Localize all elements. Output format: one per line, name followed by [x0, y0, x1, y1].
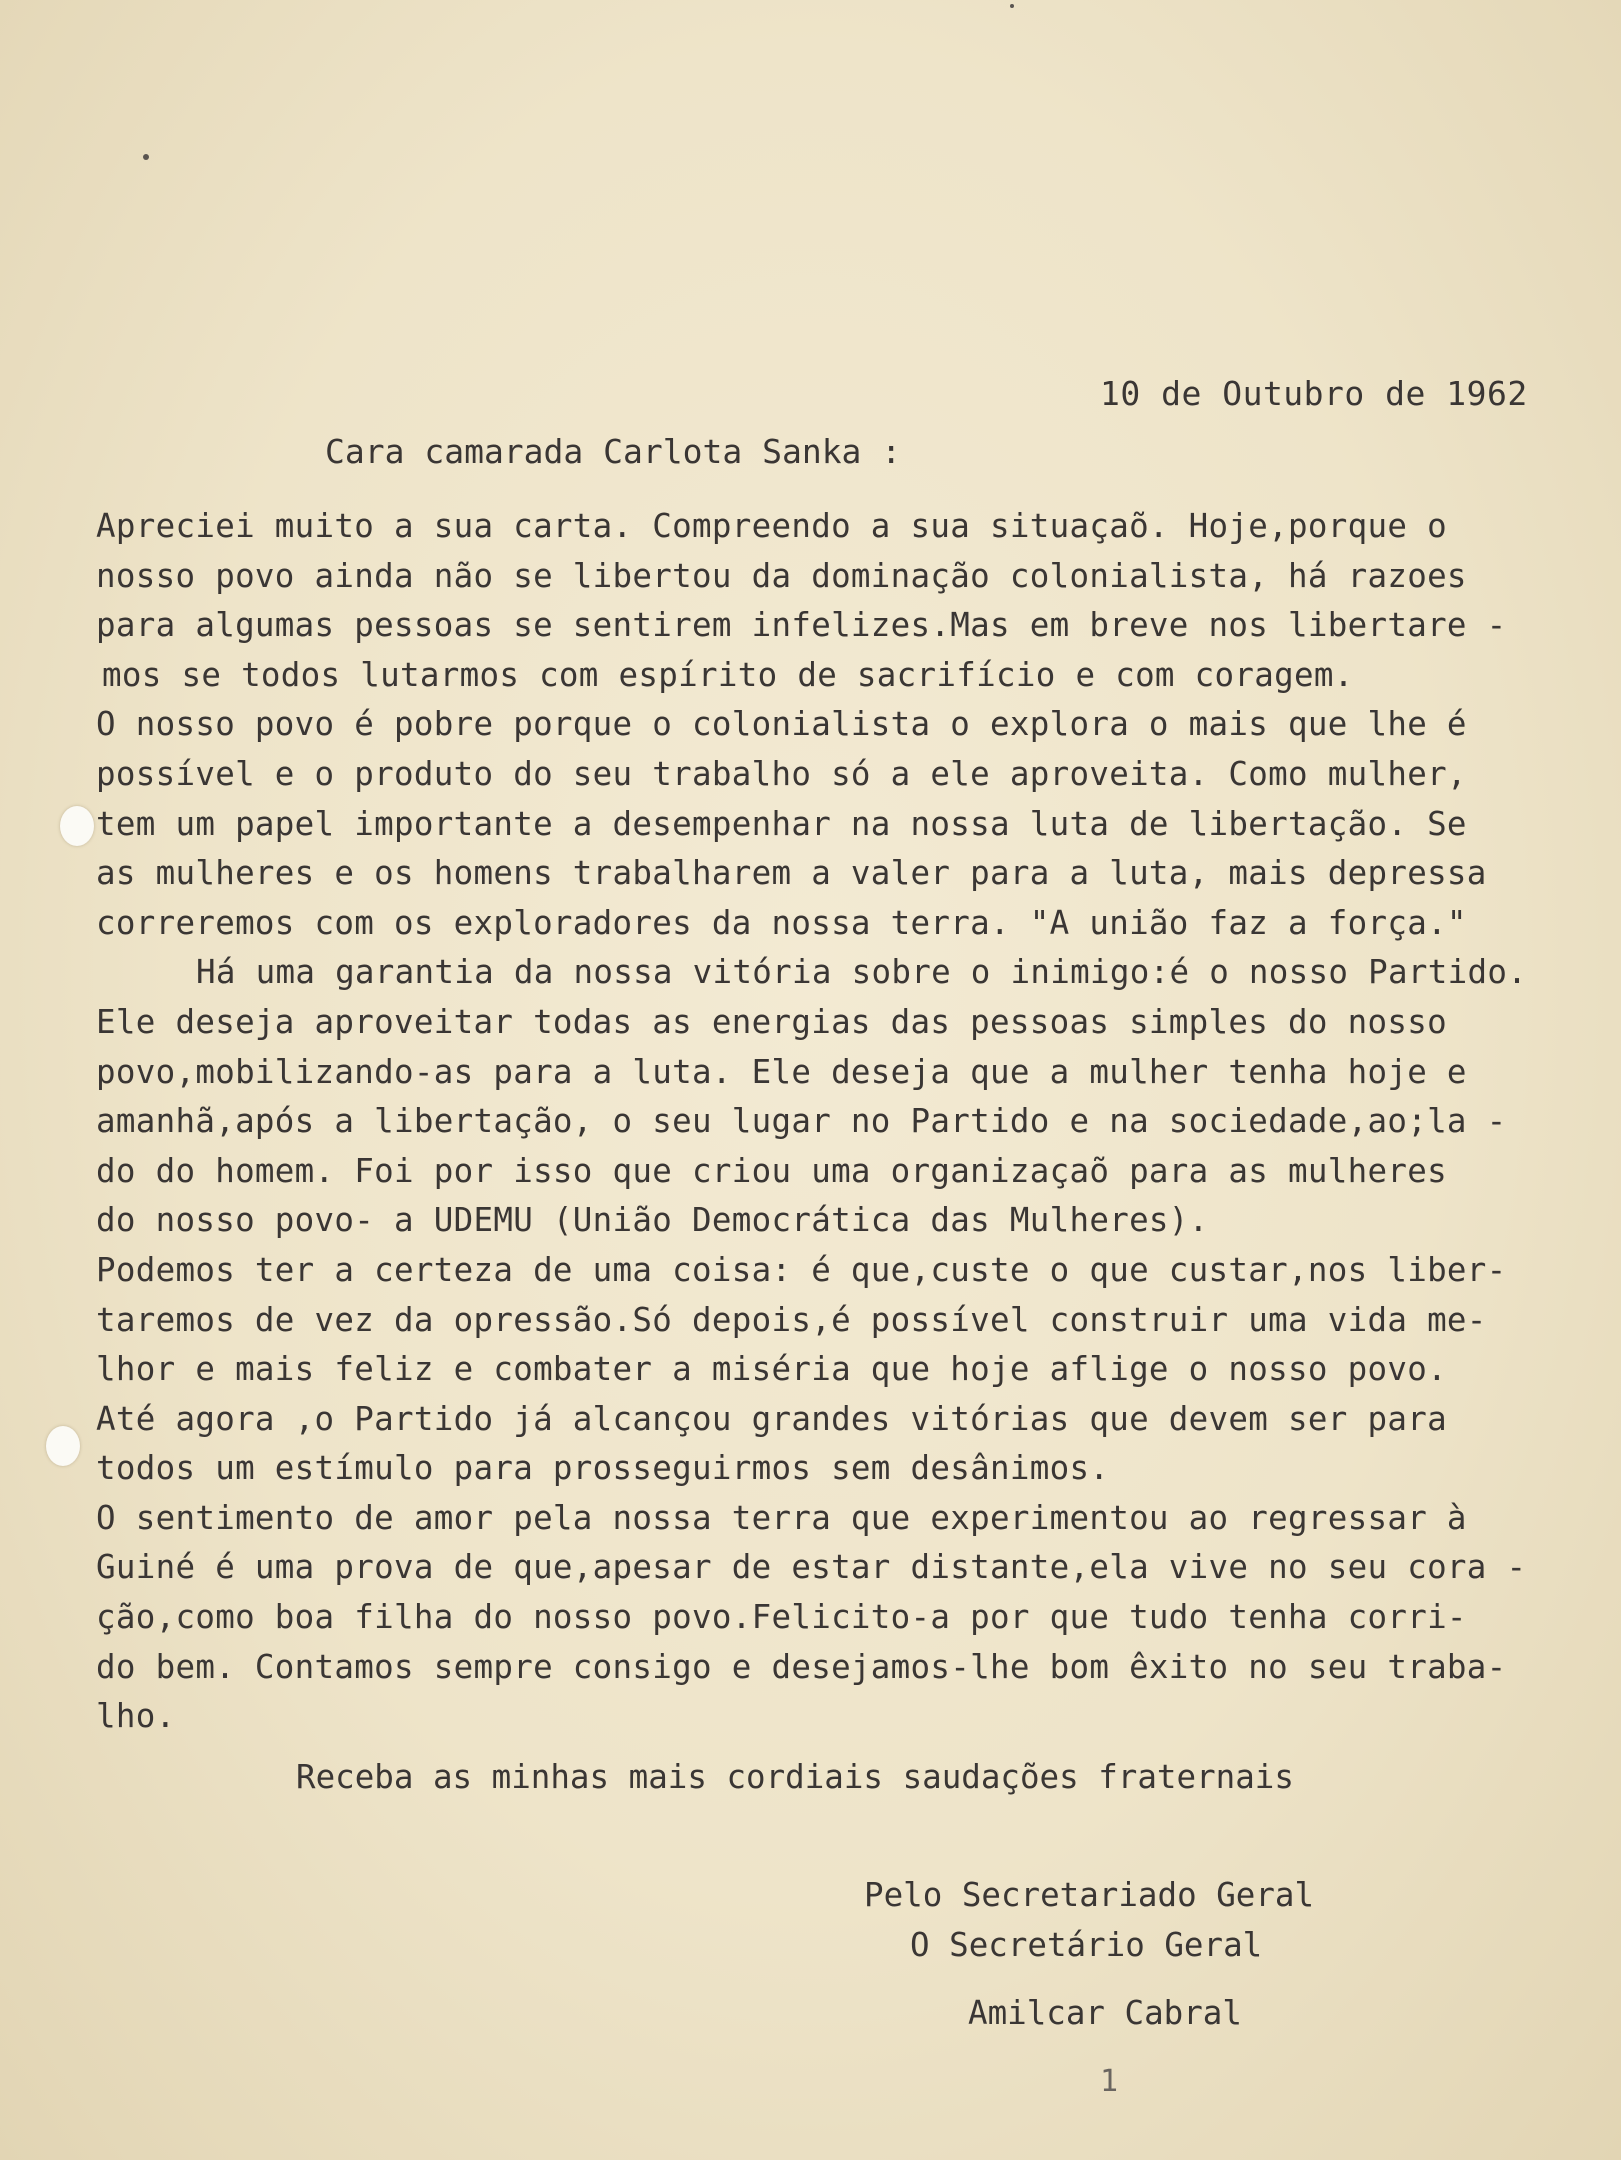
- body-line: possível e o produto do seu trabalho só a ele aproveita. Como mulher,: [96, 754, 1467, 793]
- body-line: lho.: [96, 1697, 176, 1736]
- body-line: correremos com os exploradores da nossa terra. "A união faz a força.": [96, 903, 1467, 942]
- signature-line-1: Pelo Secretariado Geral: [864, 1876, 1315, 1914]
- page-number: 1: [1100, 2064, 1119, 2099]
- letter-body: [96, 502, 1566, 1742]
- body-line: Guiné é uma prova de que,apesar de estar distante,ela vive no seu cora -: [96, 1548, 1527, 1587]
- body-line: todos um estímulo para prosseguirmos sem desânimos.: [96, 1449, 1110, 1488]
- ink-speck: [1010, 4, 1014, 8]
- body-line: Até agora ,o Partido já alcançou grandes vitórias que devem ser para: [96, 1399, 1447, 1438]
- letter-date: 10 de Outubro de 1962: [1100, 374, 1528, 413]
- body-line: O nosso povo é pobre porque o colonialista o explora o mais que lhe é: [96, 705, 1467, 744]
- ink-speck: [143, 154, 149, 160]
- punch-hole: [46, 1426, 80, 1466]
- body-line: as mulheres e os homens trabalharem a valer para a luta, mais depressa: [96, 854, 1487, 893]
- body-line: amanhã,após a libertação, o seu lugar no Partido e na sociedade,ao;la -: [96, 1102, 1507, 1141]
- body-line: Ele deseja aproveitar todas as energias das pessoas simples do nosso: [96, 1002, 1447, 1041]
- punch-hole: [60, 806, 94, 846]
- body-line: O sentimento de amor pela nossa terra que experimentou ao regressar à: [96, 1498, 1467, 1537]
- closing-salutation: Receba as minhas mais cordiais saudações fraternais: [296, 1758, 1294, 1796]
- signature-line-2: O Secretário Geral: [910, 1926, 1263, 1964]
- body-line: Apreciei muito a sua carta. Compreendo a sua situaçaõ. Hoje,porque o: [96, 507, 1447, 545]
- body-line: Podemos ter a certeza de uma coisa: é que,custe o que custar,nos liber-: [96, 1250, 1507, 1289]
- greeting: Cara camarada Carlota Sanka :: [325, 432, 902, 471]
- body-line: nosso povo ainda não se libertou da dominação colonialista, há razoes: [96, 556, 1467, 595]
- body-line: taremos de vez da opressão.Só depois,é possível construir uma vida me-: [96, 1300, 1487, 1339]
- signatory-name: Amilcar Cabral: [968, 1994, 1242, 2032]
- body-line: do bem. Contamos sempre consigo e desejamos-lhe bom êxito no seu traba-: [96, 1647, 1507, 1686]
- body-line: do do homem. Foi por isso que criou uma organizaçaõ para as mulheres: [96, 1151, 1447, 1190]
- body-line: mos se todos lutarmos com espírito de sacrifício e com coragem.: [102, 655, 1354, 694]
- body-line: Há uma garantia da nossa vitória sobre o inimigo:é o nosso Partido.: [196, 953, 1528, 992]
- body-line: tem um papel importante a desempenhar na nossa luta de libertação. Se: [96, 804, 1467, 843]
- body-line: povo,mobilizando-as para a luta. Ele deseja que a mulher tenha hoje e: [96, 1052, 1467, 1091]
- body-line: para algumas pessoas se sentirem infelizes.Mas em breve nos libertare -: [96, 606, 1507, 645]
- body-line: lhor e mais feliz e combater a miséria que hoje aflige o nosso povo.: [96, 1350, 1447, 1389]
- body-line: ção,como boa filha do nosso povo.Felicito-a por que tudo tenha corri-: [96, 1598, 1467, 1637]
- body-line: do nosso povo- a UDEMU (União Democrática das Mulheres).: [96, 1201, 1209, 1240]
